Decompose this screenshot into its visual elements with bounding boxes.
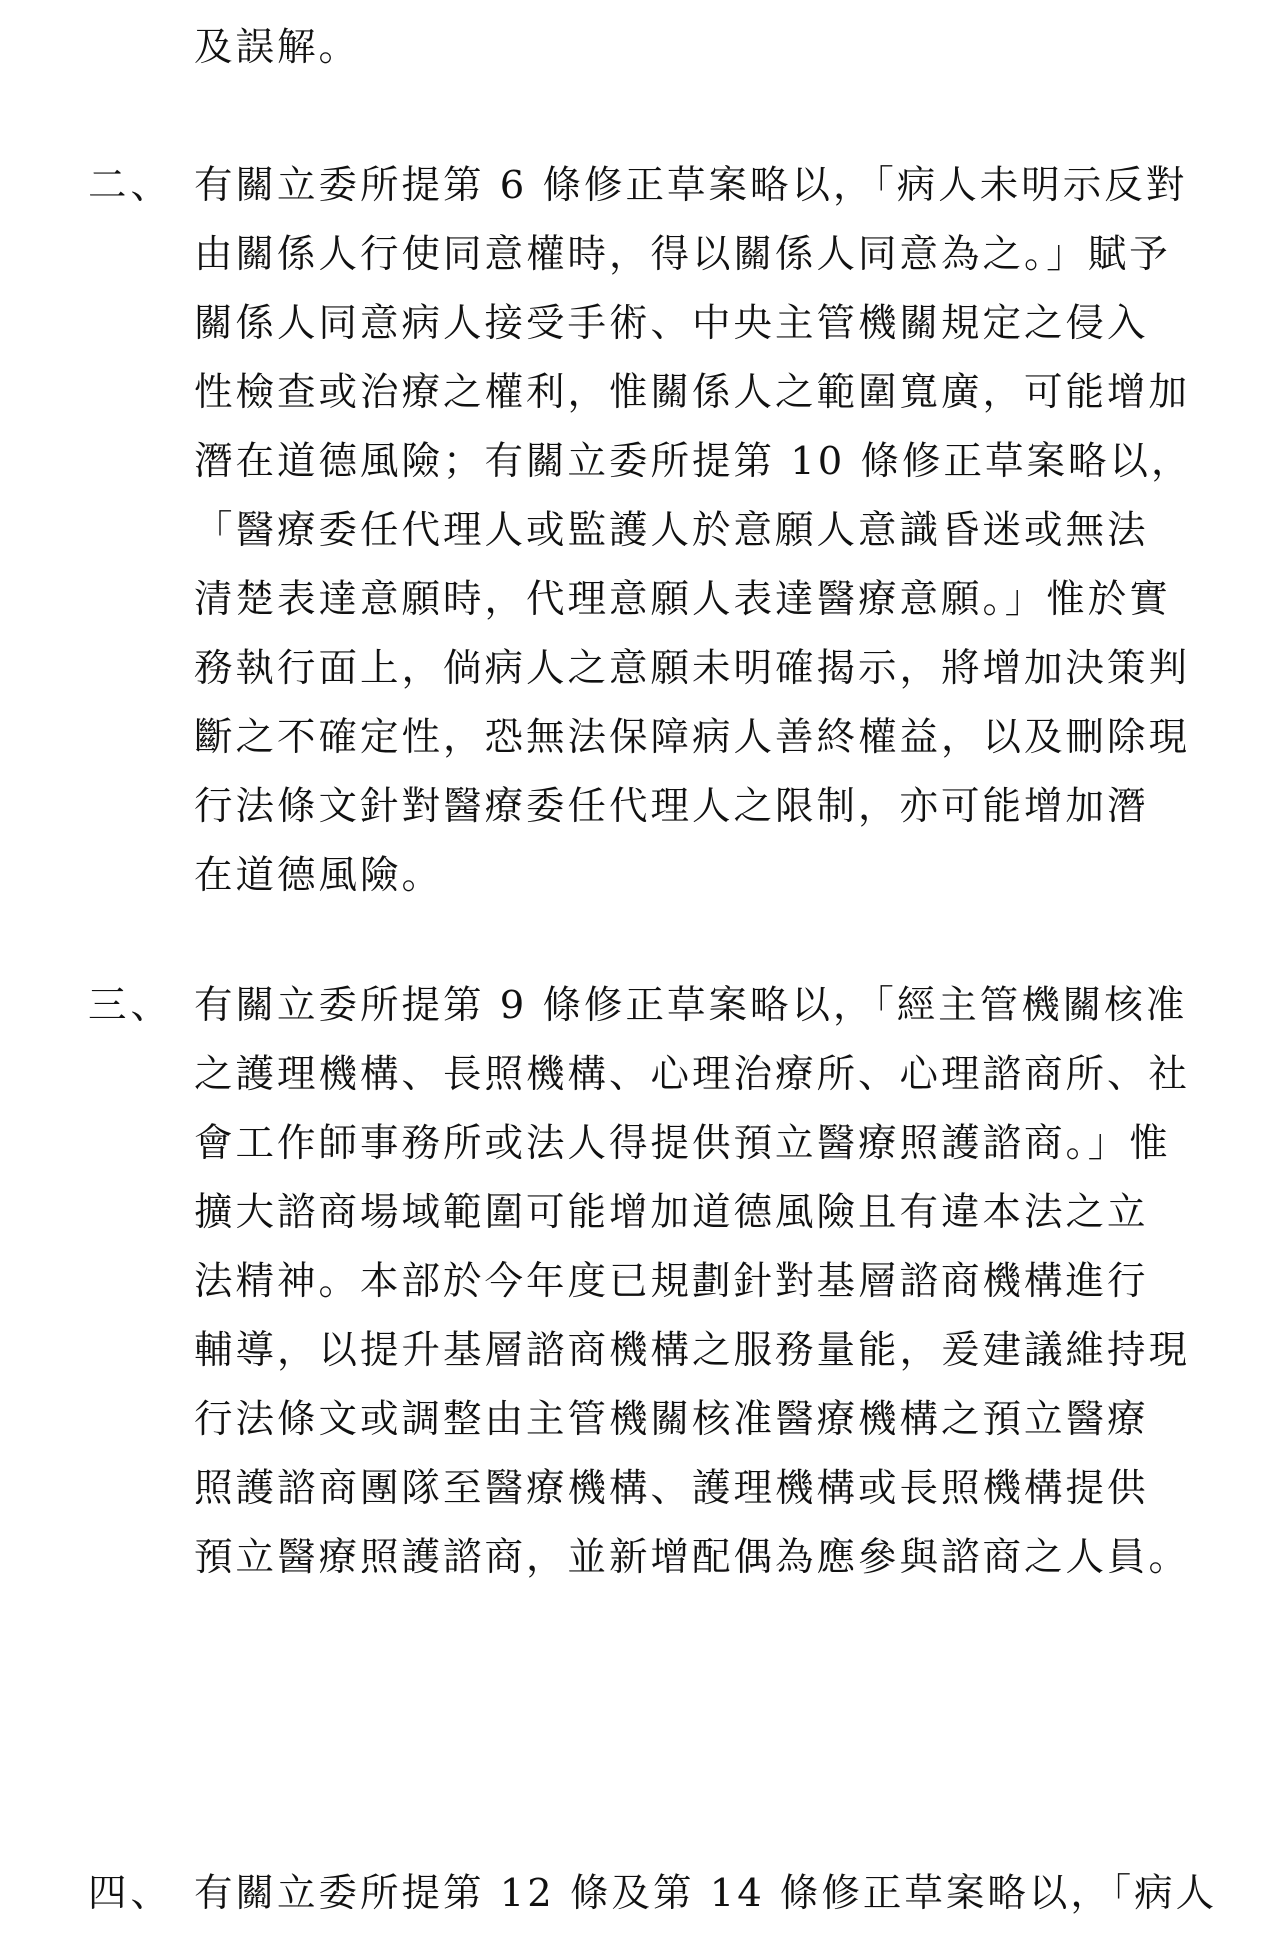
item-line: 有關立委所提第 9 條修正草案略以，「經主管機關核准	[194, 983, 1188, 1028]
item-line: 性檢查或治療之權利，惟關係人之範圍寬廣，可能增加	[194, 370, 1191, 415]
item-line: 行法條文針對醫療委任代理人之限制，亦可能增加潛	[194, 784, 1149, 829]
item-line: 照護諮商團隊至醫療機構、護理機構或長照機構提供	[194, 1466, 1149, 1511]
item-line: 清楚表達意願時，代理意願人表達醫療意願。」惟於實	[194, 577, 1171, 622]
item-line: 由關係人行使同意權時，得以關係人同意為之。」賦予	[194, 232, 1171, 277]
item-line: 擴大諮商場域範圍可能增加道德風險且有違本法之立	[194, 1190, 1149, 1235]
item-line: 之護理機構、長照機構、心理治療所、心理諮商所、社	[194, 1052, 1191, 1097]
item-marker: 四、	[88, 1871, 174, 1916]
item-line: 有關立委所提第 6 條修正草案略以，「病人未明示反對	[194, 163, 1188, 208]
item-line: 有關立委所提第 12 條及第 14 條修正草案略以，「病人	[194, 1871, 1218, 1916]
item-line: 在道德風險。	[194, 853, 444, 898]
item-marker: 三、	[88, 983, 174, 1028]
item-line: 行法條文或調整由主管機關核准醫療機構之預立醫療	[194, 1397, 1149, 1442]
item-line: 關係人同意病人接受手術、中央主管機關規定之侵入	[194, 301, 1149, 346]
item-line: 法精神。本部於今年度已規劃針對基層諮商機構進行	[194, 1259, 1149, 1304]
item-line: 輔導，以提升基層諮商機構之服務量能，爰建議維持現	[194, 1328, 1191, 1373]
item-line: 預立醫療照護諮商，並新增配偶為應參與諮商之人員。	[194, 1535, 1191, 1580]
item-line: 斷之不確定性，恐無法保障病人善終權益，以及刪除現	[194, 715, 1191, 760]
item-line: 「醫療委任代理人或監護人於意願人意識昏迷或無法	[194, 508, 1149, 553]
continuation-line: 及誤解。	[194, 25, 361, 70]
item-line: 潛在道德風險；有關立委所提第 10 條修正草案略以，	[194, 439, 1193, 484]
item-marker: 二、	[88, 163, 174, 208]
item-line: 務執行面上，倘病人之意願未明確揭示，將增加決策判	[194, 646, 1191, 691]
item-line: 會工作師事務所或法人得提供預立醫療照護諮商。」惟	[194, 1121, 1171, 1166]
